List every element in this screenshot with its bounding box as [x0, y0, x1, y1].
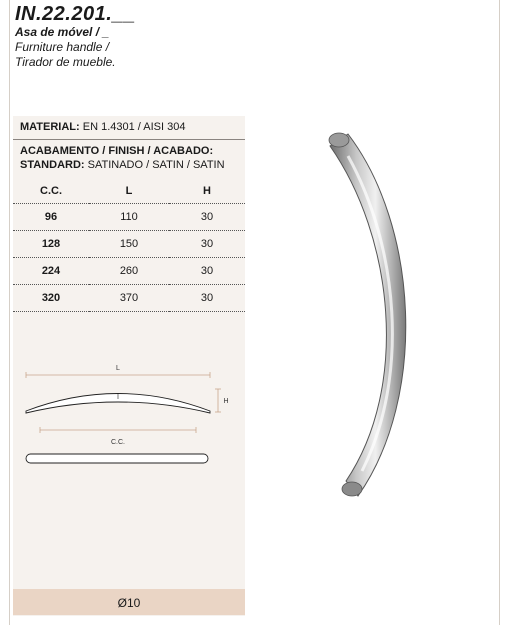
product-code: IN.22.201.__ [15, 3, 136, 25]
standard-value: SATINADO / SATIN / SATIN [87, 159, 225, 171]
cell-cc: 128 [13, 231, 89, 258]
cell-l: 150 [89, 231, 169, 258]
material-line [20, 121, 186, 133]
cell-h: 30 [169, 231, 245, 258]
cell-cc: 320 [13, 285, 89, 312]
cell-h: 30 [169, 258, 245, 285]
finish-label: ACABAMENTO / FINISH / ACABADO: [20, 145, 214, 157]
handle-top-view [26, 454, 208, 463]
cell-cc: 96 [13, 204, 89, 231]
standard-label: STANDARD: [20, 159, 85, 171]
diameter-value: Ø10 [117, 596, 141, 610]
technical-drawing [20, 360, 235, 470]
handle-bottom-end [342, 482, 362, 496]
left-border [9, 0, 10, 625]
material-label: MATERIAL: [20, 121, 80, 133]
separator [13, 139, 245, 140]
cell-l: 370 [89, 285, 169, 312]
right-border [499, 0, 500, 625]
product-name-en: Furniture handle / [15, 40, 110, 54]
column-header-l: L [89, 179, 169, 204]
cell-cc: 224 [13, 258, 89, 285]
cell-l: 260 [89, 258, 169, 285]
material-value: EN 1.4301 / AISI 304 [82, 121, 186, 133]
dimensions-table [13, 179, 245, 312]
handle-body [330, 134, 406, 496]
standard-line [20, 159, 225, 171]
cell-h: 30 [169, 285, 245, 312]
column-header-h: H [169, 179, 245, 204]
cell-l: 110 [89, 204, 169, 231]
table-row [13, 285, 245, 312]
table-row [13, 231, 245, 258]
cell-h: 30 [169, 204, 245, 231]
label-l: L [116, 365, 120, 372]
table-row [13, 204, 245, 231]
handle-top-end [329, 133, 349, 147]
column-header-cc: C.C. [13, 179, 89, 204]
product-name-es: Tirador de mueble. [15, 55, 116, 69]
table-row [13, 258, 245, 285]
label-cc: C.C. [111, 439, 125, 446]
table-header-row [13, 179, 245, 204]
label-h: H [223, 398, 229, 405]
handle-photo [318, 126, 428, 506]
product-name-pt: Asa de móvel / _ [15, 25, 110, 39]
